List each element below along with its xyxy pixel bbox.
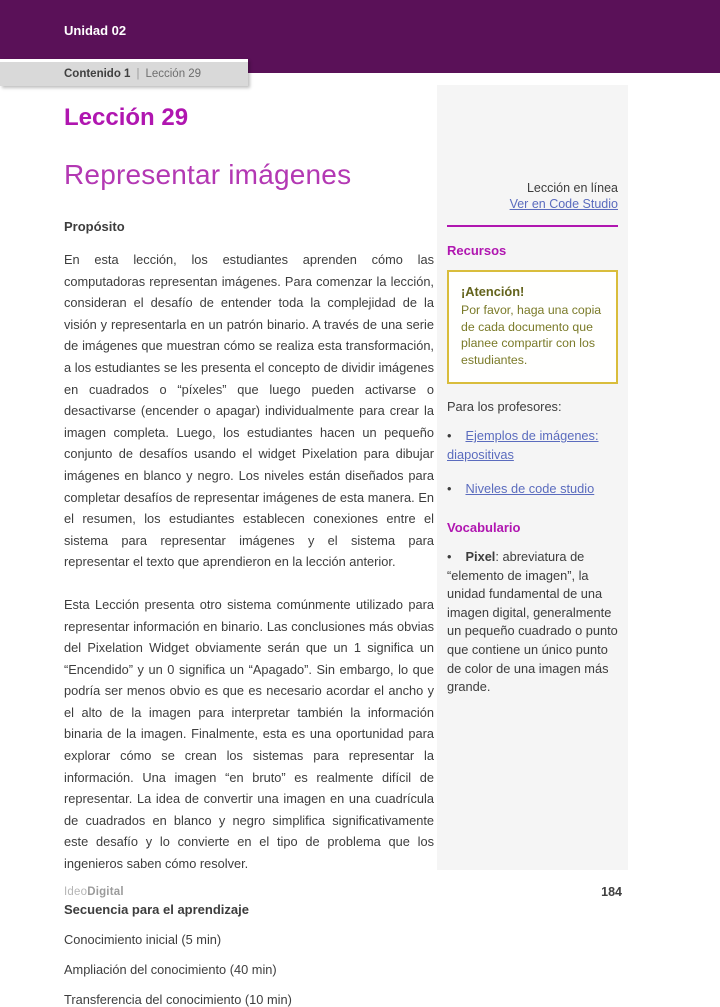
sidebar-divider xyxy=(447,225,618,227)
footer-brand xyxy=(64,886,124,898)
vocabulary-term: Pixel xyxy=(465,549,496,564)
sequence-heading: Secuencia para el aprendizaje xyxy=(64,901,249,917)
sequence-item-3: Transferencia del conocimiento (10 min) xyxy=(64,991,292,1007)
vocabulary-definition: : abreviatura de “elemento de imagen”, la unidad fundamental de una imagen digital, generalmente un pequeño cuadrado o punto que contiene un único punto de color de una imagen más grande. xyxy=(447,549,618,695)
breadcrumb-separator: | xyxy=(136,68,140,80)
attention-title: ¡Atención! xyxy=(461,284,525,299)
breadcrumb-content: Contenido 1 xyxy=(64,68,131,80)
resources-heading: Recursos xyxy=(447,243,507,258)
teachers-label: Para los profesores: xyxy=(447,399,562,414)
sequence-item-2: Ampliación del conocimiento (40 min) xyxy=(64,961,277,977)
list-item xyxy=(447,479,618,498)
lesson-number-heading: Lección 29 xyxy=(64,104,189,131)
attention-callout xyxy=(447,270,618,384)
purpose-paragraph-2: Esta Lección presenta otro sistema comúnmente utilizado para representar información en binario. Las conclusiones más obvias del Pixelation Widget obviamente serán que un 1 significa un “Encendido” y un 0 significa un “Apagado”. Sin embargo, lo que podría ser menos obvio es que es necesario acordar el ancho y el alto de la imagen para interpretar también la información binaria de la imagen. Finalmente, esta es una oportunidad para explorar cómo se crean los sistemas para representar la información. Una imagen “en bruto” es realmente difícil de representar. La idea de convertir una imagen en una cuadrícula de cuadrados en blanco y negro simplifica significativamente este desafío y lo convierte en el tipo de problema que los ingenieros saben cómo resolver. xyxy=(64,596,434,872)
breadcrumb-lesson: Lección 29 xyxy=(145,68,202,80)
vocabulary-entry xyxy=(447,548,622,697)
lesson-title-heading: Representar imágenes xyxy=(64,159,352,190)
attention-body: Por favor, haga una copia de cada documento que planee compartir con los estudiantes. xyxy=(461,303,602,367)
sequence-item-1: Conocimiento inicial (5 min) xyxy=(64,931,222,947)
purpose-paragraph-1: En esta lección, los estudiantes aprenden cómo las computadoras representan imágenes. Para comenzar la lección, consideran el desafío de entender toda la complejidad de la visión y representarla en un patrón binario. A través de una serie de imágenes que muestran cómo se realiza esta transformación, a los estudiantes se les presenta el concepto de dividir imágenes en cuadrados o “píxeles” que luego pueden activarse o desactivarse (encender o apagar) individualmente para crear la imagen completa. Luego, los estudiantes hacen un pequeño conjunto de desafíos usando el widget Pixelation para dibujar imágenes en blanco y negro. Los niveles están diseñados para completar desafíos de representar imágenes de esta manera. En el resumen, los estudiantes establecen conexiones entre el sistema para representar imágenes y el sistema para representar el texto que aprendieron en la lección anterior. xyxy=(64,252,434,570)
bullet-icon: • xyxy=(447,428,452,443)
breadcrumb xyxy=(0,59,248,86)
brand-ideo: Ideo xyxy=(64,886,88,898)
page-number: 184 xyxy=(601,885,622,899)
brand-digital: Digital xyxy=(87,886,124,898)
bullet-icon: • xyxy=(447,481,452,496)
vocabulary-heading: Vocabulario xyxy=(447,520,521,535)
main-content xyxy=(64,95,434,1007)
online-lesson-block xyxy=(447,180,618,212)
unit-label: Unidad 02 xyxy=(64,23,127,38)
sidebar xyxy=(437,85,628,870)
online-lesson-label: Lección en línea xyxy=(526,181,618,195)
code-studio-link[interactable]: Ver en Code Studio xyxy=(509,197,618,211)
purpose-heading: Propósito xyxy=(64,219,125,234)
teacher-link-slides[interactable]: Ejemplos de imágenes: diapositivas xyxy=(447,428,599,462)
bullet-icon: • xyxy=(447,549,452,564)
list-item xyxy=(447,426,618,464)
teacher-link-levels[interactable]: Niveles de code studio xyxy=(465,481,595,496)
